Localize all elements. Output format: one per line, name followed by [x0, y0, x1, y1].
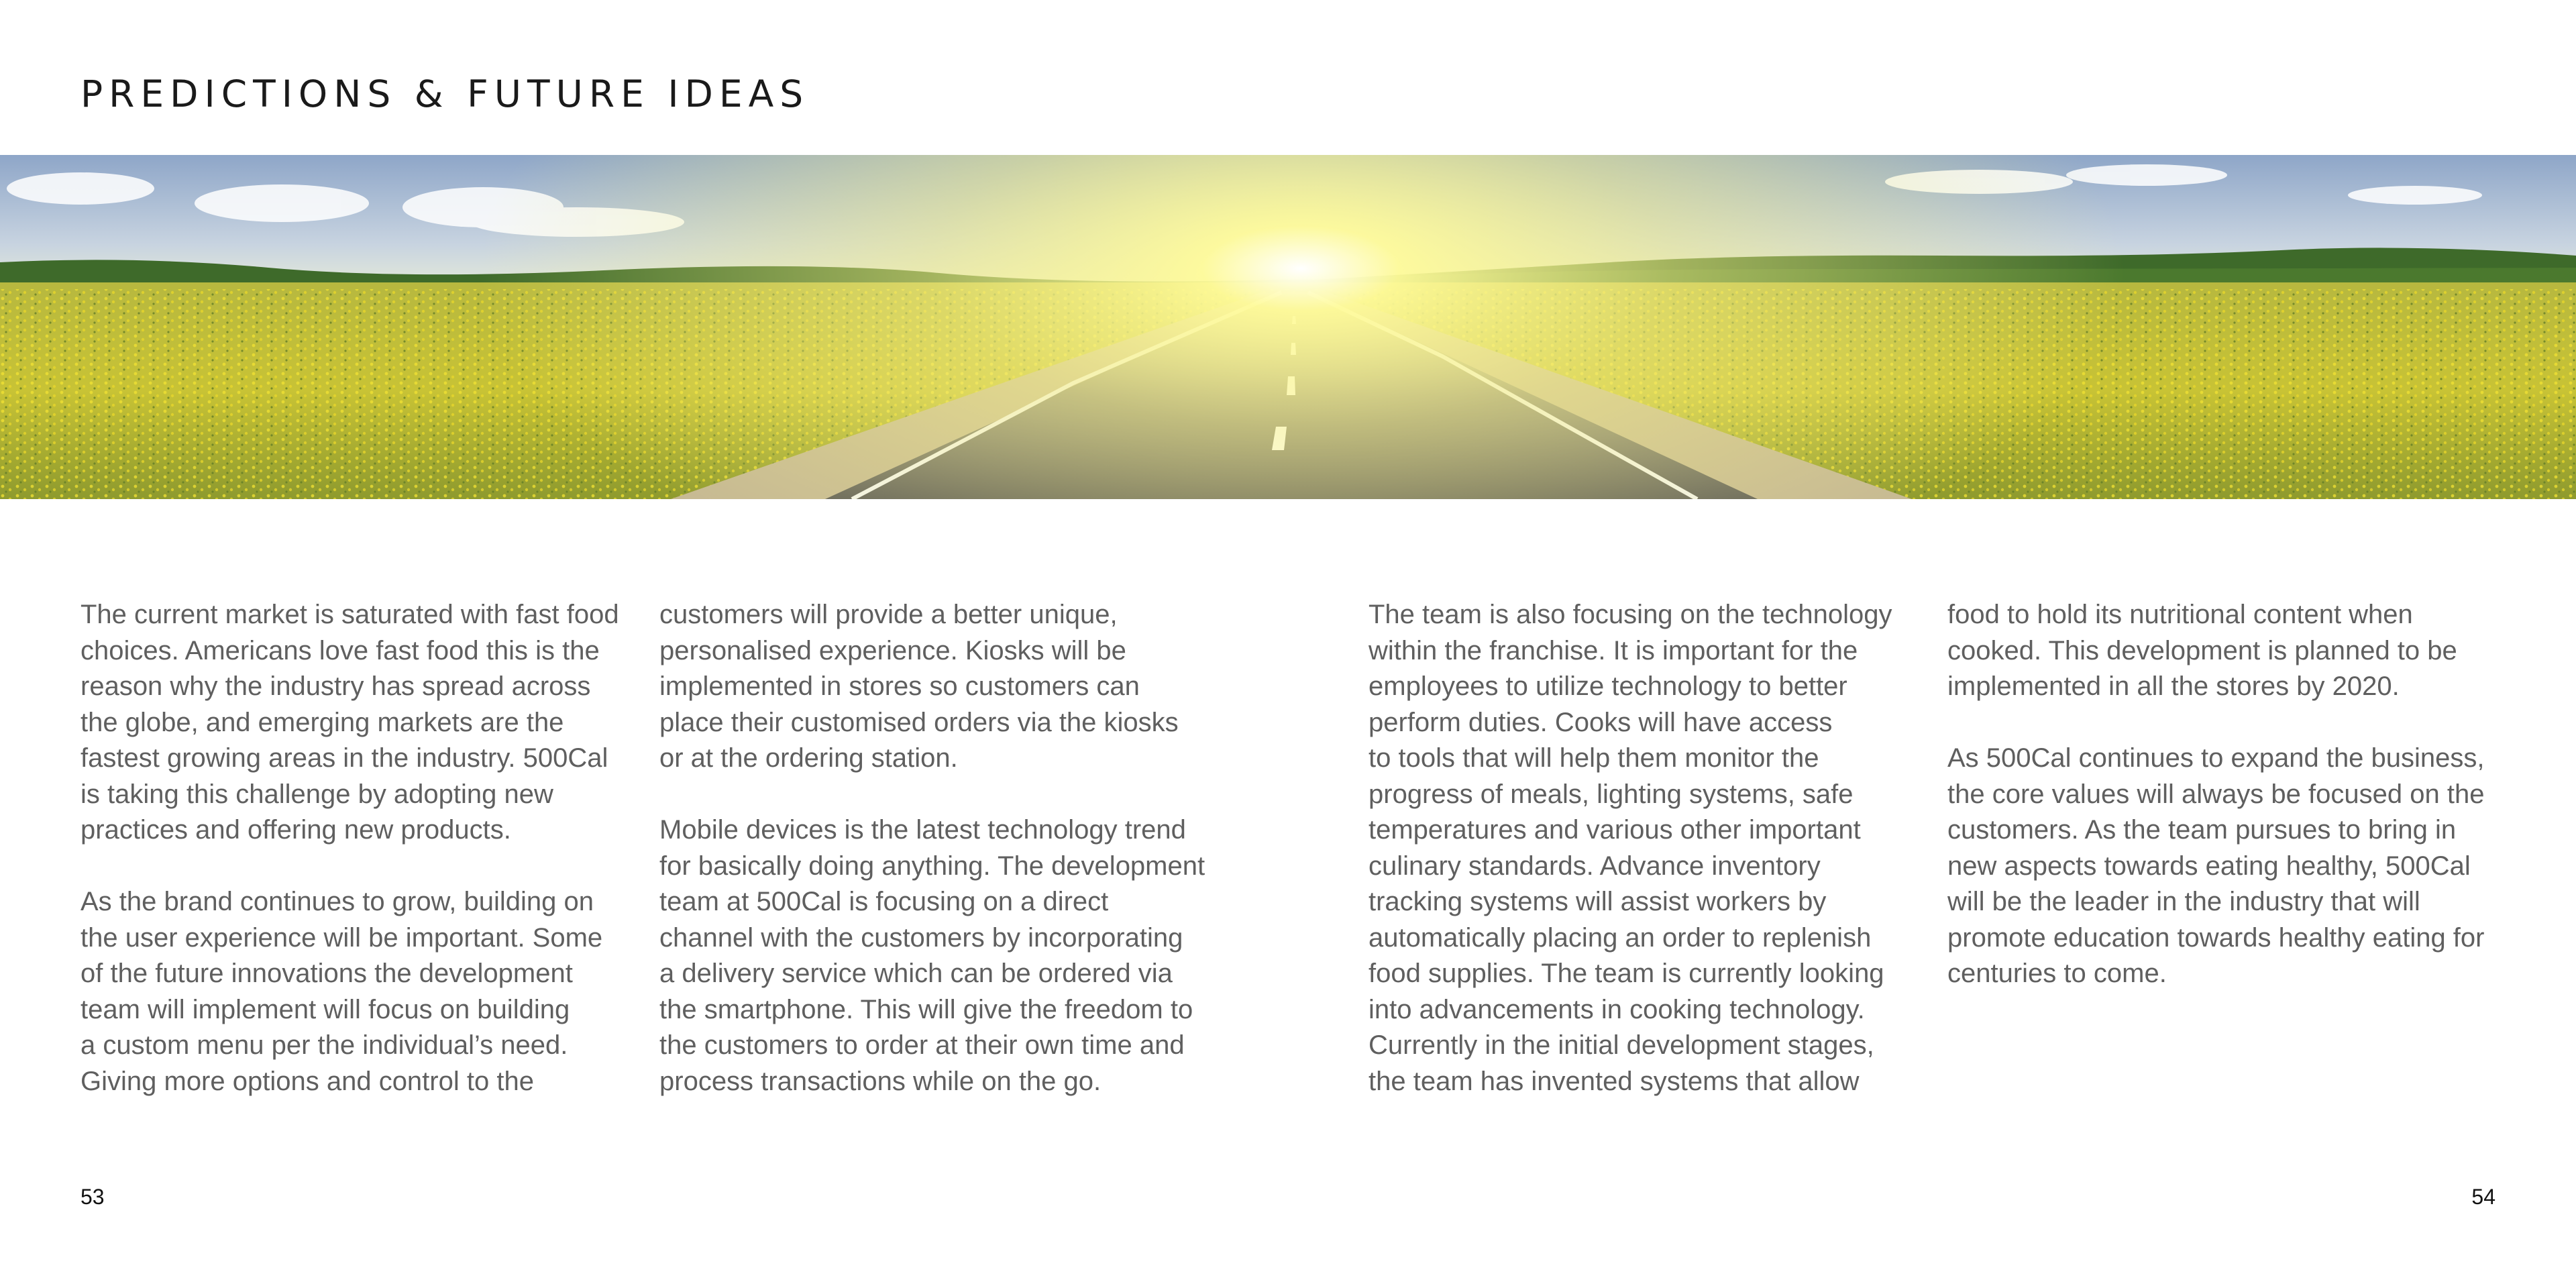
paragraph — [1947, 741, 2498, 992]
text-column-2 — [659, 597, 1210, 1099]
text-line: for basically doing anything. The development — [659, 851, 1205, 881]
text-column-1 — [80, 597, 631, 1099]
text-line: culinary standards. Advance inventory — [1368, 851, 1821, 881]
text-line: practices and offering new products. — [80, 815, 511, 845]
text-line: customers will provide a better unique, — [659, 600, 1118, 629]
text-line: automatically placing an order to replenish — [1368, 922, 1872, 953]
text-line: the team has invented systems that allow — [1368, 1066, 1860, 1096]
text-line: the customers to order at their own time and — [659, 1030, 1185, 1060]
text-line: a delivery service which can be ordered via — [659, 959, 1173, 988]
text-line: channel with the customers by incorporating — [659, 922, 1183, 953]
text-line: will be the leader in the industry that will — [1947, 887, 2420, 916]
text-line: process transactions while on the go. — [659, 1066, 1102, 1096]
text-line: team at 500Cal is focusing on a direct — [659, 887, 1109, 916]
text-line: Giving more options and control to the — [80, 1066, 534, 1096]
paragraph — [1947, 597, 2498, 705]
text-line: choices. Americans love fast food this is the — [80, 635, 600, 665]
paragraph — [80, 884, 631, 1099]
text-line: As 500Cal continues to expand the business, — [1947, 743, 2485, 773]
text-line: into advancements in cooking technology. — [1368, 994, 1865, 1024]
text-line: fastest growing areas in the industry. 500Cal — [80, 743, 608, 773]
sunlit-road-through-flower-field-photo — [0, 155, 2576, 499]
text-line: perform duties. Cooks will have access — [1368, 707, 1833, 737]
text-line: new aspects towards eating healthy, 500Cal — [1947, 851, 2471, 881]
text-line: centuries to come. — [1947, 959, 2167, 988]
text-line: The current market is saturated with fast food — [80, 600, 619, 629]
page-number-left: 53 — [80, 1185, 105, 1209]
text-line: implemented in all the stores by 2020. — [1947, 672, 2400, 701]
text-line: is taking this challenge by adopting new — [80, 779, 553, 809]
text-line: a custom menu per the individual’s need. — [80, 1030, 568, 1060]
text-line: within the franchise. It is important for the — [1368, 635, 1858, 665]
text-line: customers. As the team pursues to bring in — [1947, 815, 2457, 845]
text-column-4 — [1947, 597, 2498, 992]
text-line: or at the ordering station. — [659, 743, 958, 773]
page-title: PREDICTIONS & FUTURE IDEAS — [80, 72, 810, 115]
text-line: food supplies. The team is currently looking — [1368, 959, 1884, 988]
text-line: progress of meals, lighting systems, safe — [1368, 779, 1854, 809]
text-line: As the brand continues to grow, building on — [80, 887, 594, 916]
text-line: food to hold its nutritional content when — [1947, 600, 2413, 629]
page-number-right: 54 — [2471, 1185, 2496, 1209]
text-line: to tools that will help them monitor the — [1368, 743, 1819, 773]
text-line: Currently in the initial development stages, — [1368, 1030, 1874, 1060]
text-line: the smartphone. This will give the freedom to — [659, 994, 1193, 1024]
text-line: cooked. This development is planned to be — [1947, 635, 2457, 665]
text-line: temperatures and various other important — [1368, 815, 1861, 845]
text-line: reason why the industry has spread across — [80, 672, 591, 701]
text-line: the user experience will be important. Some — [80, 922, 603, 953]
text-line: place their customised orders via the kiosks — [659, 707, 1179, 737]
text-line: The team is also focusing on the technology — [1368, 600, 1892, 629]
text-line: promote education towards healthy eating for — [1947, 922, 2485, 953]
paragraph — [659, 597, 1210, 777]
text-line: the globe, and emerging markets are the — [80, 707, 564, 737]
text-column-3 — [1368, 597, 1919, 1099]
text-line: the core values will always be focused on the — [1947, 779, 2485, 809]
text-line: personalised experience. Kiosks will be — [659, 635, 1126, 665]
paragraph — [80, 597, 631, 849]
text-line: of the future innovations the development — [80, 959, 573, 988]
paragraph — [1368, 597, 1919, 1099]
text-line: employees to utilize technology to better — [1368, 672, 1847, 701]
hero-image — [0, 155, 2576, 499]
text-line: implemented in stores so customers can — [659, 672, 1140, 701]
text-line: team will implement will focus on building — [80, 994, 570, 1024]
paragraph — [659, 812, 1210, 1099]
text-line: tracking systems will assist workers by — [1368, 887, 1827, 916]
text-line: Mobile devices is the latest technology trend — [659, 815, 1186, 845]
